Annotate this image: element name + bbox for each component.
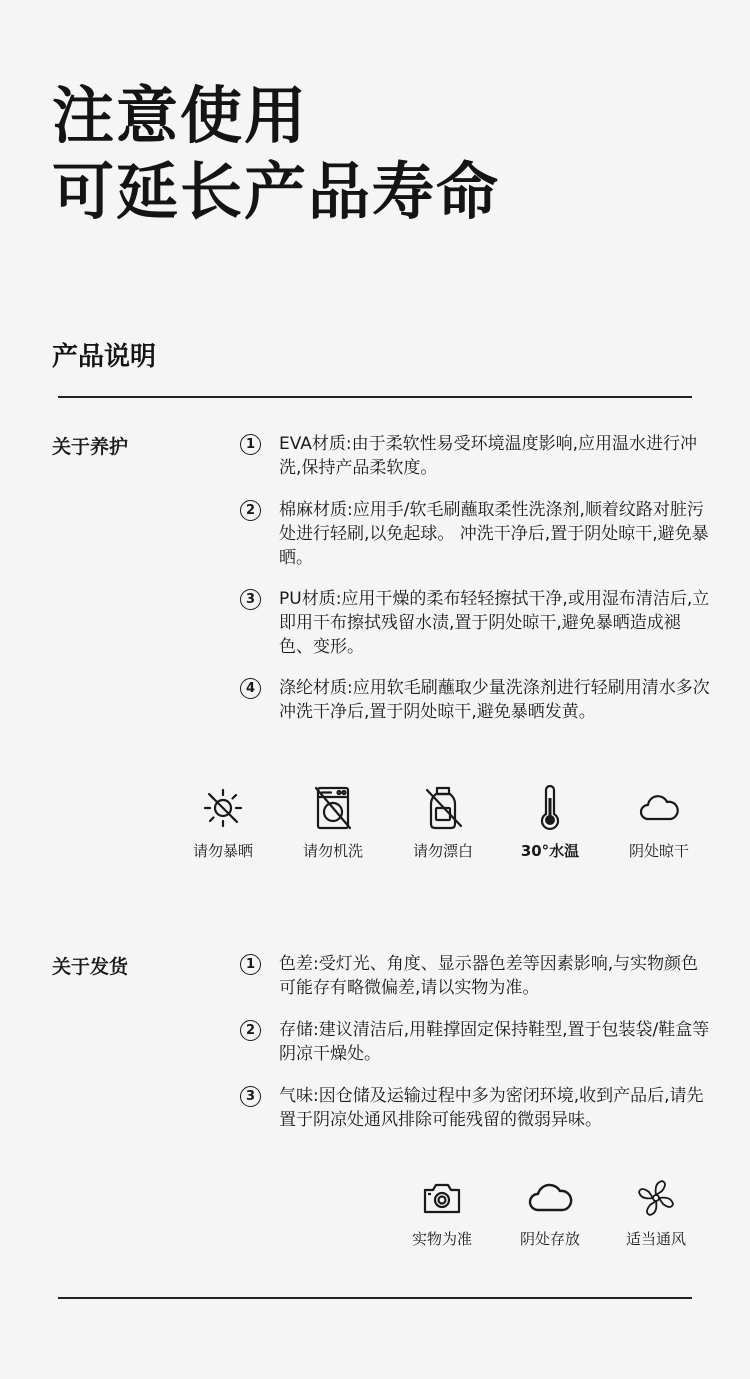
item-number-badge: 1 [240, 954, 261, 975]
care-icon-item [500, 784, 600, 861]
item-number-badge: 3 [240, 1086, 261, 1107]
title-line-2: 可延长产品寿命 [52, 155, 501, 228]
care-item [240, 432, 710, 480]
care-label: 关于养护 [52, 436, 129, 458]
care-item-text: 涤纶材质:应用软毛刷蘸取少量洗涤剂进行轻刷用清水多次冲洗干净后,置于阴处晾干,避免暴晒发黄。 [279, 678, 710, 722]
care-icons [0, 784, 750, 874]
no-machine-wash-icon [309, 784, 357, 832]
icon-label: 请勿暴晒 [192, 842, 253, 860]
section-heading: 产品说明 [52, 342, 157, 372]
fan-icon [632, 1176, 680, 1220]
camera-icon [418, 1176, 466, 1220]
icon-label: 请勿机洗 [302, 842, 363, 860]
thermometer-icon [526, 784, 574, 832]
icon-label: 30°水温 [520, 842, 580, 860]
care-item [240, 498, 710, 570]
shipping-item [240, 1018, 710, 1066]
shipping-label: 关于发货 [52, 956, 129, 978]
icon-label: 阴处晾干 [628, 842, 689, 860]
item-number-badge: 2 [240, 500, 261, 521]
cloud-icon [526, 1176, 574, 1220]
item-number-badge: 2 [240, 1020, 261, 1041]
cloud-icon [635, 784, 683, 832]
shipping-icon-item [392, 1176, 492, 1249]
item-number-badge: 1 [240, 434, 261, 455]
divider-bottom [58, 1297, 692, 1299]
shipping-item [240, 1084, 710, 1132]
shipping-item-text: 存储:建议清洁后,用鞋撑固定保持鞋型,置于包装袋/鞋盒等阴凉干燥处。 [279, 1020, 710, 1064]
shipping-item-text: 气味:因仓储及运输过程中多为密闭环境,收到产品后,请先置于阴凉处通风排除可能残留的微弱异味。 [279, 1086, 704, 1130]
item-number-badge: 3 [240, 589, 261, 610]
shipping-icons [0, 1176, 750, 1266]
no-sun-icon [199, 784, 247, 832]
icon-label: 请勿漂白 [412, 842, 473, 860]
care-icon-item [609, 784, 709, 861]
shipping-icon-item [606, 1176, 706, 1249]
shipping-items [240, 952, 710, 1132]
care-item-text: PU材质:应用干燥的柔布轻轻擦拭干净,或用湿布清洁后,立即用干布擦拭残留水渍,置于阴处晾干,避免暴晒造成褪色、变形。 [279, 589, 710, 657]
page-title [52, 78, 500, 230]
icon-label: 实物为准 [411, 1230, 472, 1248]
care-item-text: 棉麻材质:应用手/软毛刷蘸取柔性洗涤剂,顺着纹路对脏污处进行轻刷,以免起球。 冲洗干净后,置于阴处晾干,避免暴晒。 [279, 500, 709, 568]
title-line-1: 注意使用 [52, 79, 309, 152]
shipping-item-text: 色差:受灯光、角度、显示器色差等因素影响,与实物颜色可能存有略微偏差,请以实物为准。 [279, 954, 699, 998]
icon-label: 阴处存放 [519, 1230, 580, 1248]
care-item-text: EVA材质:由于柔软性易受环境温度影响,应用温水进行冲洗,保持产品柔软度。 [279, 434, 698, 478]
care-item [240, 676, 710, 724]
item-number-badge: 4 [240, 678, 261, 699]
care-icon-item [393, 784, 493, 861]
no-bleach-icon [419, 784, 467, 832]
care-items [240, 432, 710, 724]
shipping-item [240, 952, 710, 1000]
divider-top [58, 396, 692, 398]
shipping-icon-item [500, 1176, 600, 1249]
care-item [240, 587, 710, 659]
icon-label: 适当通风 [625, 1230, 686, 1248]
care-icon-item [283, 784, 383, 861]
care-icon-item [173, 784, 273, 861]
